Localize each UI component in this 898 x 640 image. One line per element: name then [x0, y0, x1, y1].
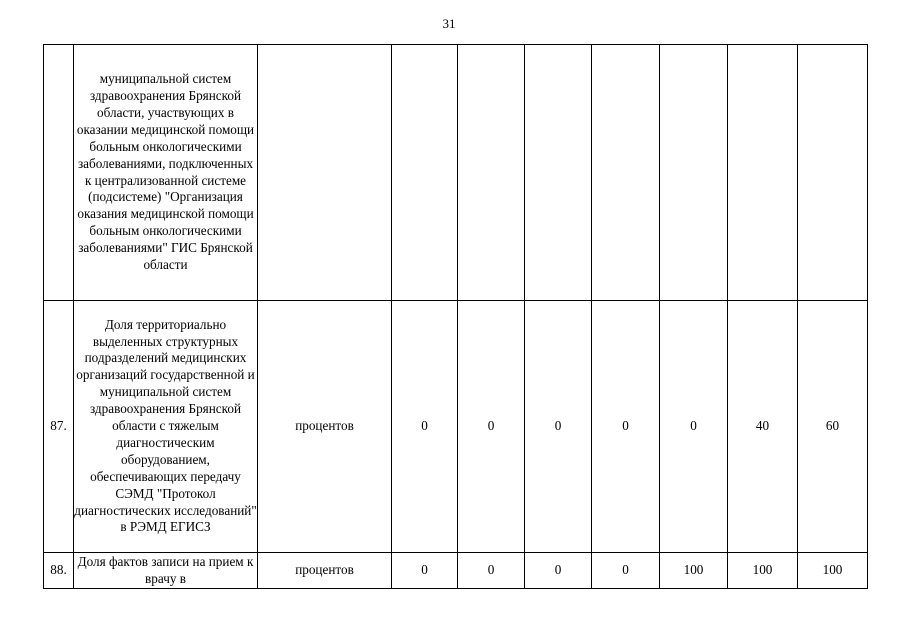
value-cell: 0 — [592, 553, 660, 589]
value-cell — [660, 45, 728, 301]
value-cell: 100 — [728, 553, 798, 589]
indicator-description: Доля фактов записи на прием к врачу в — [74, 553, 258, 589]
value-cell: 100 — [660, 553, 728, 589]
table-row — [44, 45, 868, 301]
table-row — [44, 553, 868, 589]
table-row — [44, 301, 868, 553]
value-cell: 40 — [728, 301, 798, 553]
value-cell — [728, 45, 798, 301]
value-cell — [798, 45, 868, 301]
value-cell: 0 — [392, 553, 458, 589]
indicator-description: муниципальной систем здравоохранения Брянской области, участвующих в оказании медицинской помощи больным онкологическими заболеваниями, подключенных к централизованной системе (подсистеме) "Организация оказания медицинской помощи больным онкологическими заболеваниями" ГИС Брянской области — [74, 45, 258, 301]
value-cell — [592, 45, 660, 301]
row-number: 87. — [44, 301, 74, 553]
unit-cell — [258, 45, 392, 301]
value-cell: 0 — [458, 301, 525, 553]
value-cell: 100 — [798, 553, 868, 589]
indicator-table — [43, 44, 868, 589]
value-cell — [525, 45, 592, 301]
row-number — [44, 45, 74, 301]
value-cell: 0 — [525, 301, 592, 553]
page-number: 31 — [442, 16, 456, 31]
value-cell: 0 — [525, 553, 592, 589]
value-cell — [458, 45, 525, 301]
unit-cell: процентов — [258, 301, 392, 553]
indicator-description: Доля территориально выделенных структурных подразделений медицинских организаций государственной и муниципальной систем здравоохранения Брянской области с тяжелым диагностическим оборудованием, обеспечивающих передачу СЭМД "Протокол диагностических исследований" в РЭМД ЕГИСЗ — [74, 301, 258, 553]
value-cell: 0 — [592, 301, 660, 553]
value-cell: 60 — [798, 301, 868, 553]
value-cell: 0 — [392, 301, 458, 553]
unit-cell: процентов — [258, 553, 392, 589]
value-cell — [392, 45, 458, 301]
value-cell: 0 — [458, 553, 525, 589]
value-cell: 0 — [660, 301, 728, 553]
row-number: 88. — [44, 553, 74, 589]
